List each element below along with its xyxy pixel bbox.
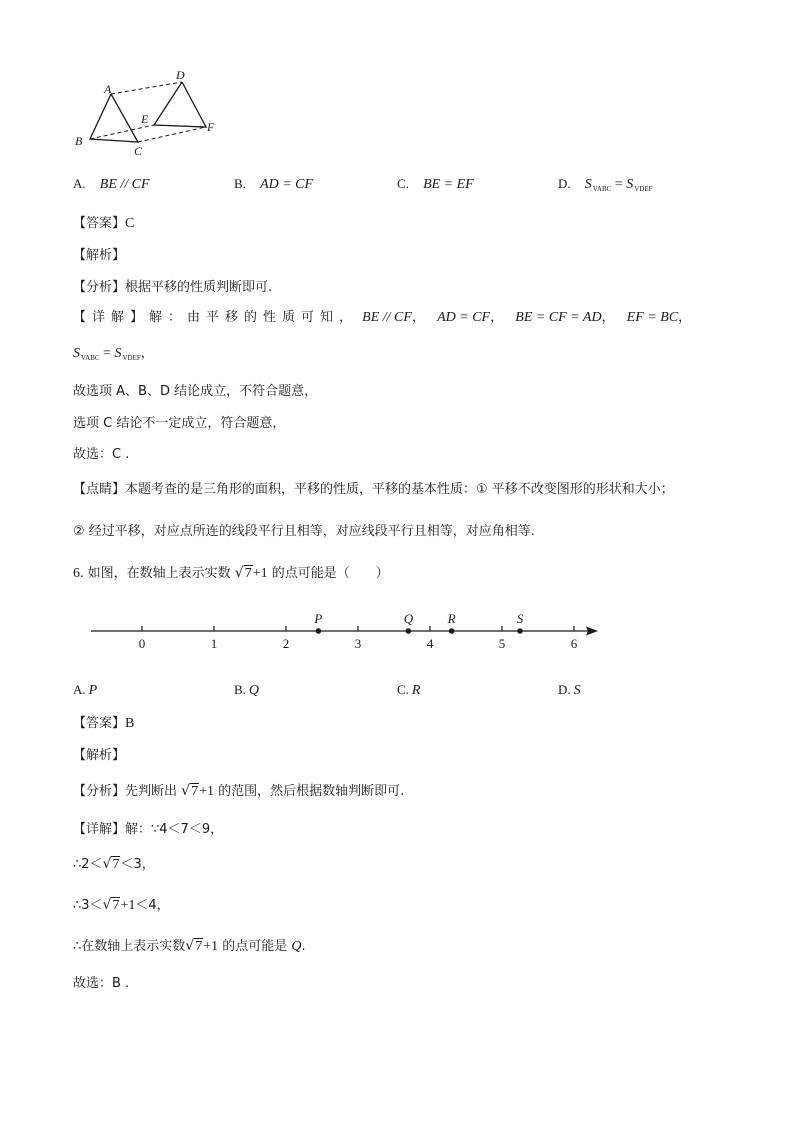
q5-line4: 选项 C 结论不一定成立，符合题意， [73,416,286,431]
translation-figure [70,66,230,162]
q5-option-a[interactable]: A. BE // CF [73,176,150,192]
q5-detail-line2: $S_{VABC} = S_{VDEF}$， [73,346,154,362]
point-s [517,628,523,634]
sqrt-expression: √7 [181,783,199,799]
q6-stem: 6. 如图，在数轴上表示实数 √7+1 的点可能是（ ） [73,565,389,581]
tick-label-2: 2 [282,636,290,651]
tick-label-0: 0 [138,636,146,651]
q5-option-d[interactable]: D. $S_{VABC} = S_{VDEF}$ [558,176,653,193]
label-e: E [141,112,149,126]
q6-detail-3: ∴3＜√7+1＜4， [73,897,170,913]
q5-line3: 故选项 A、B、D 结论成立，不符合题意， [73,384,318,399]
q5-line5: 故选：C . [73,447,130,462]
triangle-abc [90,94,138,142]
sqrt-expression: √7 [234,565,252,581]
point-label-p: P [314,611,323,626]
sqrt-expression: √7 [102,856,120,872]
label-c: C [134,144,143,158]
q5-option-c[interactable]: C. BE = EF [397,176,474,192]
point-label-s: S [516,611,524,626]
dashed-be [90,125,154,139]
number-line [88,604,603,652]
sqrt-expression: √7 [102,897,120,913]
tick-label-4: 4 [426,636,434,651]
q5-dianjing: 【点睛】本题考查的是三角形的面积，平移的性质，平移的基本性质：① 平移不改变图形的形状和大小； [73,482,674,497]
q6-option-b[interactable]: B. Q [234,682,260,698]
tick-label-1: 1 [210,636,218,651]
q6-option-d[interactable]: D. S [558,682,581,698]
q5-option-b[interactable]: B. AD = CF [234,176,314,192]
q5-dianjing-line2: ② 经过平移，对应点所连的线段平行且相等，对应线段平行且相等，对应角相等. [73,524,535,539]
tick-label-6: 6 [570,636,578,651]
q6-detail-4: ∴在数轴上表示实数√7+1 的点可能是 Q. [73,938,306,954]
q6-answer: 【答案】B [73,716,135,731]
q6-option-c[interactable]: C. R [397,682,421,698]
q6-detail-1: 【详解】解：∵4＜7＜9， [73,822,224,837]
q6-analysis-tag: 【解析】 [73,748,126,763]
q6-conclusion: 故选：B . [73,976,130,991]
q6-detail-2: ∴2＜√7＜3， [73,856,155,872]
q5-answer: 【答案】C [73,216,135,231]
q6-fenxi: 【分析】先判断出 √7+1 的范围，然后根据数轴判断即可. [73,783,405,799]
q6-option-a[interactable]: A. P [73,682,98,698]
dashed-ad [111,82,182,94]
label-f: F [207,120,215,134]
point-r [449,628,455,634]
sqrt-expression: √7 [185,938,203,954]
point-label-r: R [447,611,456,626]
q5-fenxi: 【分析】根据平移的性质判断即可. [73,280,273,295]
point-label-q: Q [403,611,414,626]
point-p [316,628,322,634]
label-b: B [75,134,83,148]
triangle-def [154,82,206,127]
q5-detail-line1: 【详解】解：由平移的性质可知， BE // CF， AD = CF， BE = CF = AD， EF = BC， [73,310,692,325]
tick-label-5: 5 [498,636,506,651]
tick-label-3: 3 [354,636,362,651]
label-d: D [176,68,185,82]
label-a: A [104,82,112,96]
point-q [406,628,412,634]
dashed-cf [138,127,206,142]
q5-analysis-tag: 【解析】 [73,248,126,263]
